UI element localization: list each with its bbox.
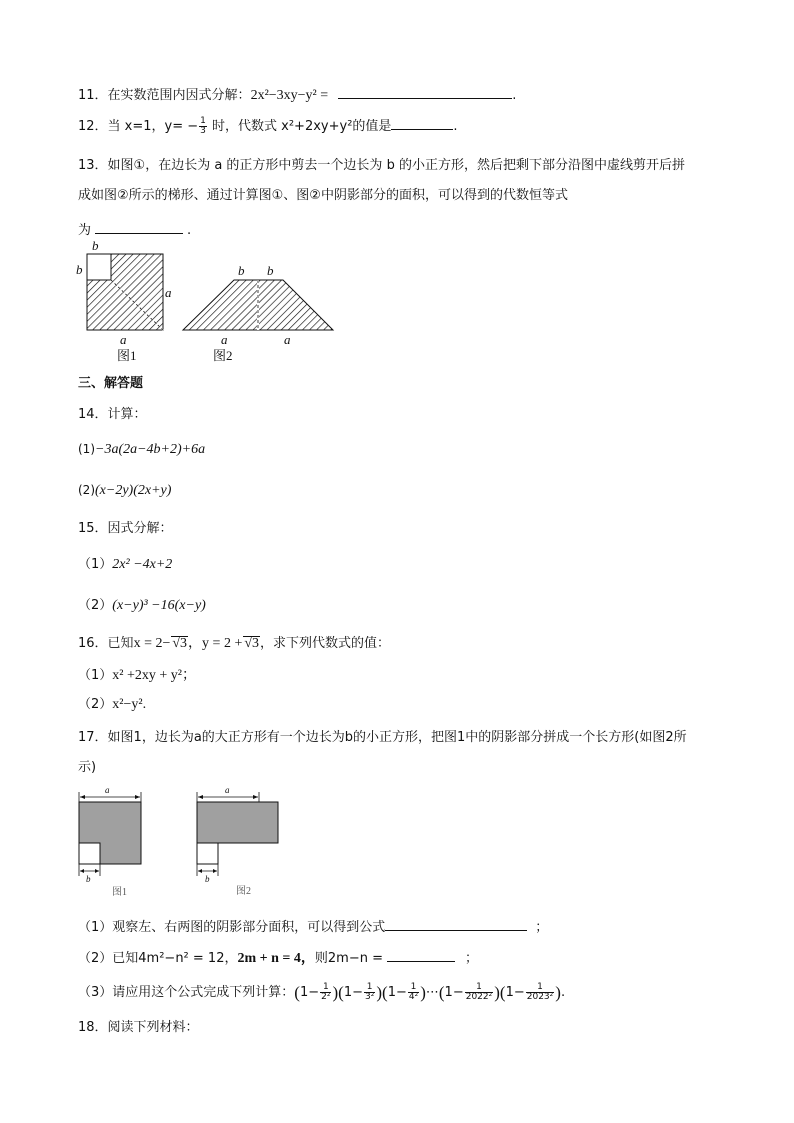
question-17-line1 <box>78 731 687 744</box>
question-16 <box>78 636 390 651</box>
product-term: (1− $\frac{1}{\text{2022²}}$ ) <box>438 982 500 1002</box>
figure-caption-2: 图2 <box>236 886 251 897</box>
label-b2: b <box>267 263 274 278</box>
gray-rectangle <box>197 802 278 843</box>
part-label: （3） <box>78 985 113 1000</box>
question-number: 17． <box>78 730 108 745</box>
expression: 2x²−3xy−y² = <box>250 88 329 103</box>
label-a: a <box>225 785 230 795</box>
section-title: 三、解答题 <box>78 376 144 391</box>
question-text: 已知 <box>107 636 134 651</box>
fraction: $\frac{1}{3}$ <box>200 116 206 136</box>
q17-part1 <box>78 918 548 934</box>
part-label: （2） <box>78 598 113 613</box>
question-text: 因式分解： <box>107 521 173 536</box>
part-text: 请应用这个公式完成下列计算： <box>112 985 295 1000</box>
expression: x²−y². <box>112 697 147 712</box>
q14-part1 <box>78 443 205 457</box>
expression: 2x² −4x+2 <box>112 557 173 572</box>
q17-part2 <box>78 949 478 966</box>
question-text-cont: ，求下列代数式的值： <box>260 636 391 651</box>
x-expr: x = 2− <box>133 636 171 651</box>
label-b-top: b <box>92 238 99 253</box>
part-text: 观察左、右两图的阴影部分面积，可以得到公式 <box>112 920 386 935</box>
question-17-line2 <box>78 761 96 774</box>
product-term: (1− $\frac{1}{\text{4²}}$ ) <box>382 982 426 1002</box>
label-b: b <box>205 874 210 884</box>
question-text-cont: 时，代数式 x²+2xy+y²的值是 <box>207 119 392 134</box>
label-b-left: b <box>76 262 83 277</box>
question-number: 13． <box>78 158 108 173</box>
question-number: 12． <box>78 119 108 134</box>
q15-part1 <box>78 558 172 572</box>
question-12 <box>78 117 458 136</box>
period: . <box>512 88 517 103</box>
q17-part3 <box>78 983 565 1002</box>
question-number: 16． <box>78 636 108 651</box>
product-term: (1− $\frac{1}{\text{2023²}}$ ) <box>499 982 561 1002</box>
part-label: （2） <box>78 951 113 966</box>
expression: −3a(2a−4b+2)+6a <box>95 442 206 457</box>
ask: 则2m−n = <box>314 951 383 966</box>
part-label: （1） <box>78 920 113 935</box>
part-label: (1) <box>78 442 95 456</box>
label-a1: a <box>221 332 228 347</box>
label-a2: a <box>284 332 291 347</box>
figure-caption-2: 图2 <box>213 348 233 363</box>
part-label: (2) <box>78 483 95 497</box>
expression: x² +2xy + y²； <box>112 668 196 683</box>
question-text: 当 x=1，y= − <box>107 119 199 134</box>
sqrt-3: √3 <box>244 636 260 651</box>
answer-blank[interactable] <box>95 221 183 234</box>
q13-figure-2 <box>178 270 338 334</box>
q14-part2 <box>78 484 171 498</box>
label-a-right: a <box>165 285 172 300</box>
label-b: b <box>86 874 91 884</box>
part-label: （2） <box>78 697 113 712</box>
question-13-line3 <box>78 221 191 237</box>
sqrt-3: √3 <box>172 636 188 651</box>
period: . <box>560 985 566 1000</box>
q13-figure-1 <box>78 238 178 362</box>
question-text: 如图①，在边长为 a 的正方形中剪去一个边长为 b 的小正方形，然后把剩下部分沿图中虚线剪开后拼 <box>107 158 685 173</box>
question-text: 为 <box>78 223 92 238</box>
figure-caption-1: 图1 <box>112 887 127 898</box>
y-expr: ，y = 2 + <box>188 636 243 651</box>
answer-blank[interactable] <box>387 949 455 962</box>
part-end: ； <box>535 920 549 935</box>
ellipsis: ⋯ <box>425 985 439 1000</box>
question-number: 11． <box>78 88 108 103</box>
question-13-line1 <box>78 159 685 172</box>
question-number: 14． <box>78 407 108 422</box>
period: . <box>187 223 192 238</box>
answer-blank[interactable] <box>385 918 527 931</box>
q17-figure-2 <box>192 785 284 884</box>
part-label: （1） <box>78 557 113 572</box>
question-text: 计算： <box>107 407 147 422</box>
q16-part2 <box>78 698 146 712</box>
question-14 <box>78 408 147 421</box>
label-a-bottom: a <box>120 332 127 347</box>
question-text: 成如图②所示的梯形、通过计算图①、图②中阴影部分的面积，可以得到的代数恒等式 <box>78 188 568 203</box>
question-11 <box>78 86 516 103</box>
question-text: 阅读下列材料： <box>107 1020 199 1035</box>
question-number: 15． <box>78 521 108 536</box>
question-number: 18． <box>78 1020 108 1035</box>
question-15 <box>78 522 173 535</box>
figure-caption-1: 图1 <box>117 348 137 363</box>
period: . <box>453 119 458 134</box>
q16-part1 <box>78 669 196 683</box>
given-1: 已知4m²−n² = 12， <box>112 951 238 966</box>
part-end: ； <box>464 951 478 966</box>
small-white-square <box>197 843 218 864</box>
answer-blank[interactable] <box>391 117 453 130</box>
answer-blank[interactable] <box>338 86 512 99</box>
question-13-line2 <box>78 189 568 202</box>
product-term: (1− $\frac{1}{\text{3²}}$ ) <box>338 982 383 1002</box>
small-white-square <box>79 843 100 864</box>
question-18 <box>78 1021 199 1034</box>
label-b1: b <box>238 263 245 278</box>
expression: (x−y)³ −16(x−y) <box>112 598 206 613</box>
product-term: (1− $\frac{1}{\text{2²}}$ ) <box>294 982 339 1002</box>
label-a: a <box>105 785 110 795</box>
expression: (x−2y)(2x+y) <box>95 483 172 498</box>
q17-figure-1 <box>74 785 164 884</box>
question-text: 在实数范围内因式分解： <box>107 88 251 103</box>
part-label: （1） <box>78 668 113 683</box>
question-text: 如图1，边长为a的大正方形有一个边长为b的小正方形，把图1中的阴影部分拼成一个长方形(如图2所 <box>107 730 687 745</box>
small-square <box>87 254 111 280</box>
question-text: 示) <box>78 760 97 775</box>
q15-part2 <box>78 599 206 613</box>
given-2: 2m + n = 4， <box>237 951 315 966</box>
